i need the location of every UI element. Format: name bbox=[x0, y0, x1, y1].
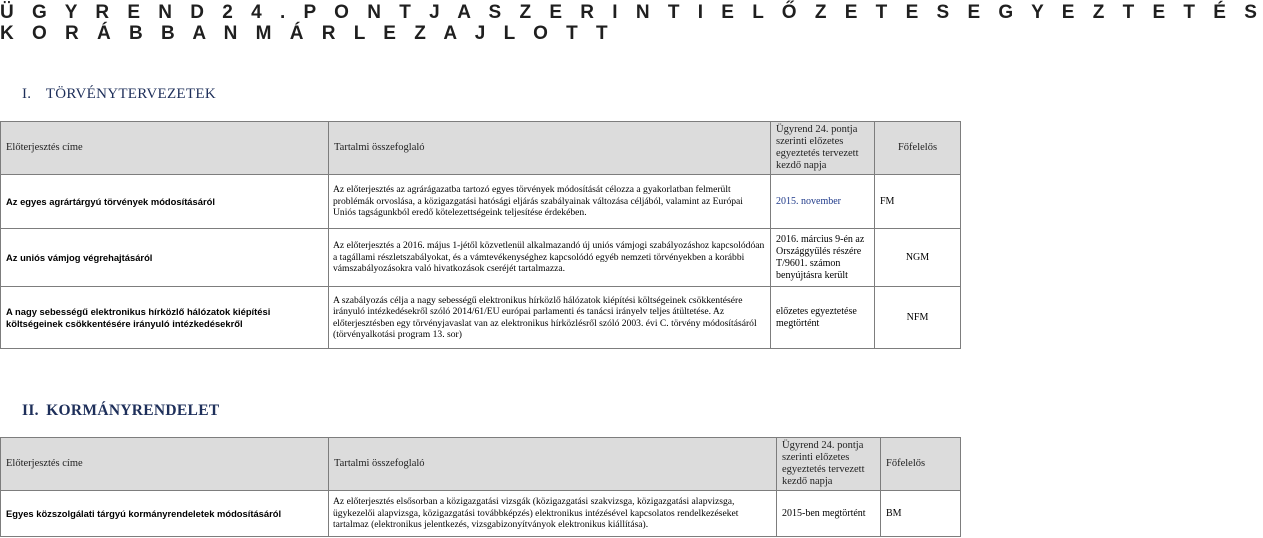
table-header-row bbox=[1, 438, 961, 491]
row-summary: Az előterjesztés az agrárágazatba tartozó egyes törvények módosítását célozza a gyakorlatban felmerült problémák orvoslása, a közigazgatási hatósági eljárás szabályainak változása céljából, valamint az Európai Uniós tagságunkból eredő kötelezettségeink teljesítése érdekében. bbox=[329, 175, 771, 229]
row-deadline: 2016. március 9-én az Országgyűlés részére T/9601. számon benyújtásra került bbox=[771, 229, 875, 287]
document-title-line-1: Ü G Y R E N D 2 4 . P O N T J A S Z E R I N T I E L Ő Z E T E S E G Y E Z T E T É S bbox=[0, 2, 1263, 23]
header-summary: Tartalmi összefoglaló bbox=[329, 122, 771, 175]
row-summary: Az előterjesztés elsősorban a közigazgatási vizsgák (közigazgatási szakvizsga, közigazgatási alapvizsga, ügykezelői alapvizsga, közigazgatási továbbképzés) elektronikus intézésével kapcsolatos rendelkezéseket tartalmaz (elektronikus jelentkezés, vizsgabizonyítványok elektronikus kiállítása). bbox=[329, 491, 777, 537]
table-row bbox=[1, 229, 961, 287]
row-owner: FM bbox=[875, 175, 961, 229]
section-number: I. bbox=[22, 86, 32, 102]
header-owner: Főfelelős bbox=[875, 122, 961, 175]
row-deadline: 2015. november bbox=[771, 175, 875, 229]
row-owner: BM bbox=[881, 491, 961, 537]
bills-table bbox=[0, 121, 961, 349]
document-title bbox=[0, 2, 1263, 44]
section-heading-government-decrees bbox=[22, 402, 219, 420]
row-title: Az uniós vámjog végrehajtásáról bbox=[1, 229, 329, 287]
row-title: Egyes közszolgálati tárgyú kormányrendeletek módosításáról bbox=[1, 491, 329, 537]
header-title: Előterjesztés címe bbox=[1, 438, 329, 491]
row-summary: A szabályozás célja a nagy sebességű elektronikus hírközlő hálózatok kiépítési költségeinek csökkentésére irányuló intézkedésekről szóló 2014/61/EU európai parlamenti és tanácsi irányelv teljes átültetése. Az előterjesztésben egy törvényjavaslat van az elektronikus hírközlésről szóló 2003. évi C. törvény módosításáról (törvényalkotási program 13. sor) bbox=[329, 287, 771, 349]
header-title: Előterjesztés címe bbox=[1, 122, 329, 175]
header-deadline: Ügyrend 24. pontja szerinti előzetes egyeztetés tervezett kezdő napja bbox=[771, 122, 875, 175]
header-owner: Főfelelős bbox=[881, 438, 961, 491]
row-owner: NGM bbox=[875, 229, 961, 287]
row-owner: NFM bbox=[875, 287, 961, 349]
decrees-table bbox=[0, 437, 961, 537]
header-summary: Tartalmi összefoglaló bbox=[329, 438, 777, 491]
row-summary: Az előterjesztés a 2016. május 1-jétől közvetlenül alkalmazandó új uniós vámjogi szabályozáshoz kapcsolódóan a tagállami részletszabályokat, és a vámtevékenységhez kapcsolódó egyéb nemzeti törvényekben a korábbi vámszabályozásokra való hivatkozások cseréjét tartalmazza. bbox=[329, 229, 771, 287]
row-title: Az egyes agrártárgyú törvények módosításáról bbox=[1, 175, 329, 229]
section-title: TÖRVÉNYTERVEZETEK bbox=[45, 86, 216, 102]
section-title: KORMÁNYRENDELET bbox=[46, 402, 220, 419]
document-title-line-2: K O R Á B B A N M Á R L E Z A J L O T T bbox=[0, 23, 615, 44]
table-header-row bbox=[1, 122, 961, 175]
row-deadline: 2015-ben megtörtént bbox=[777, 491, 881, 537]
table-row bbox=[1, 175, 961, 229]
section-heading-bills bbox=[22, 86, 216, 103]
section-number: II. bbox=[22, 402, 39, 419]
row-title: A nagy sebességű elektronikus hírközlő hálózatok kiépítési költségeinek csökkentésére irányuló intézkedésekről bbox=[1, 287, 329, 349]
row-deadline: előzetes egyeztetése megtörtént bbox=[771, 287, 875, 349]
table-row bbox=[1, 287, 961, 349]
table-row bbox=[1, 491, 961, 537]
header-deadline: Ügyrend 24. pontja szerinti előzetes egyeztetés tervezett kezdő napja bbox=[777, 438, 881, 491]
